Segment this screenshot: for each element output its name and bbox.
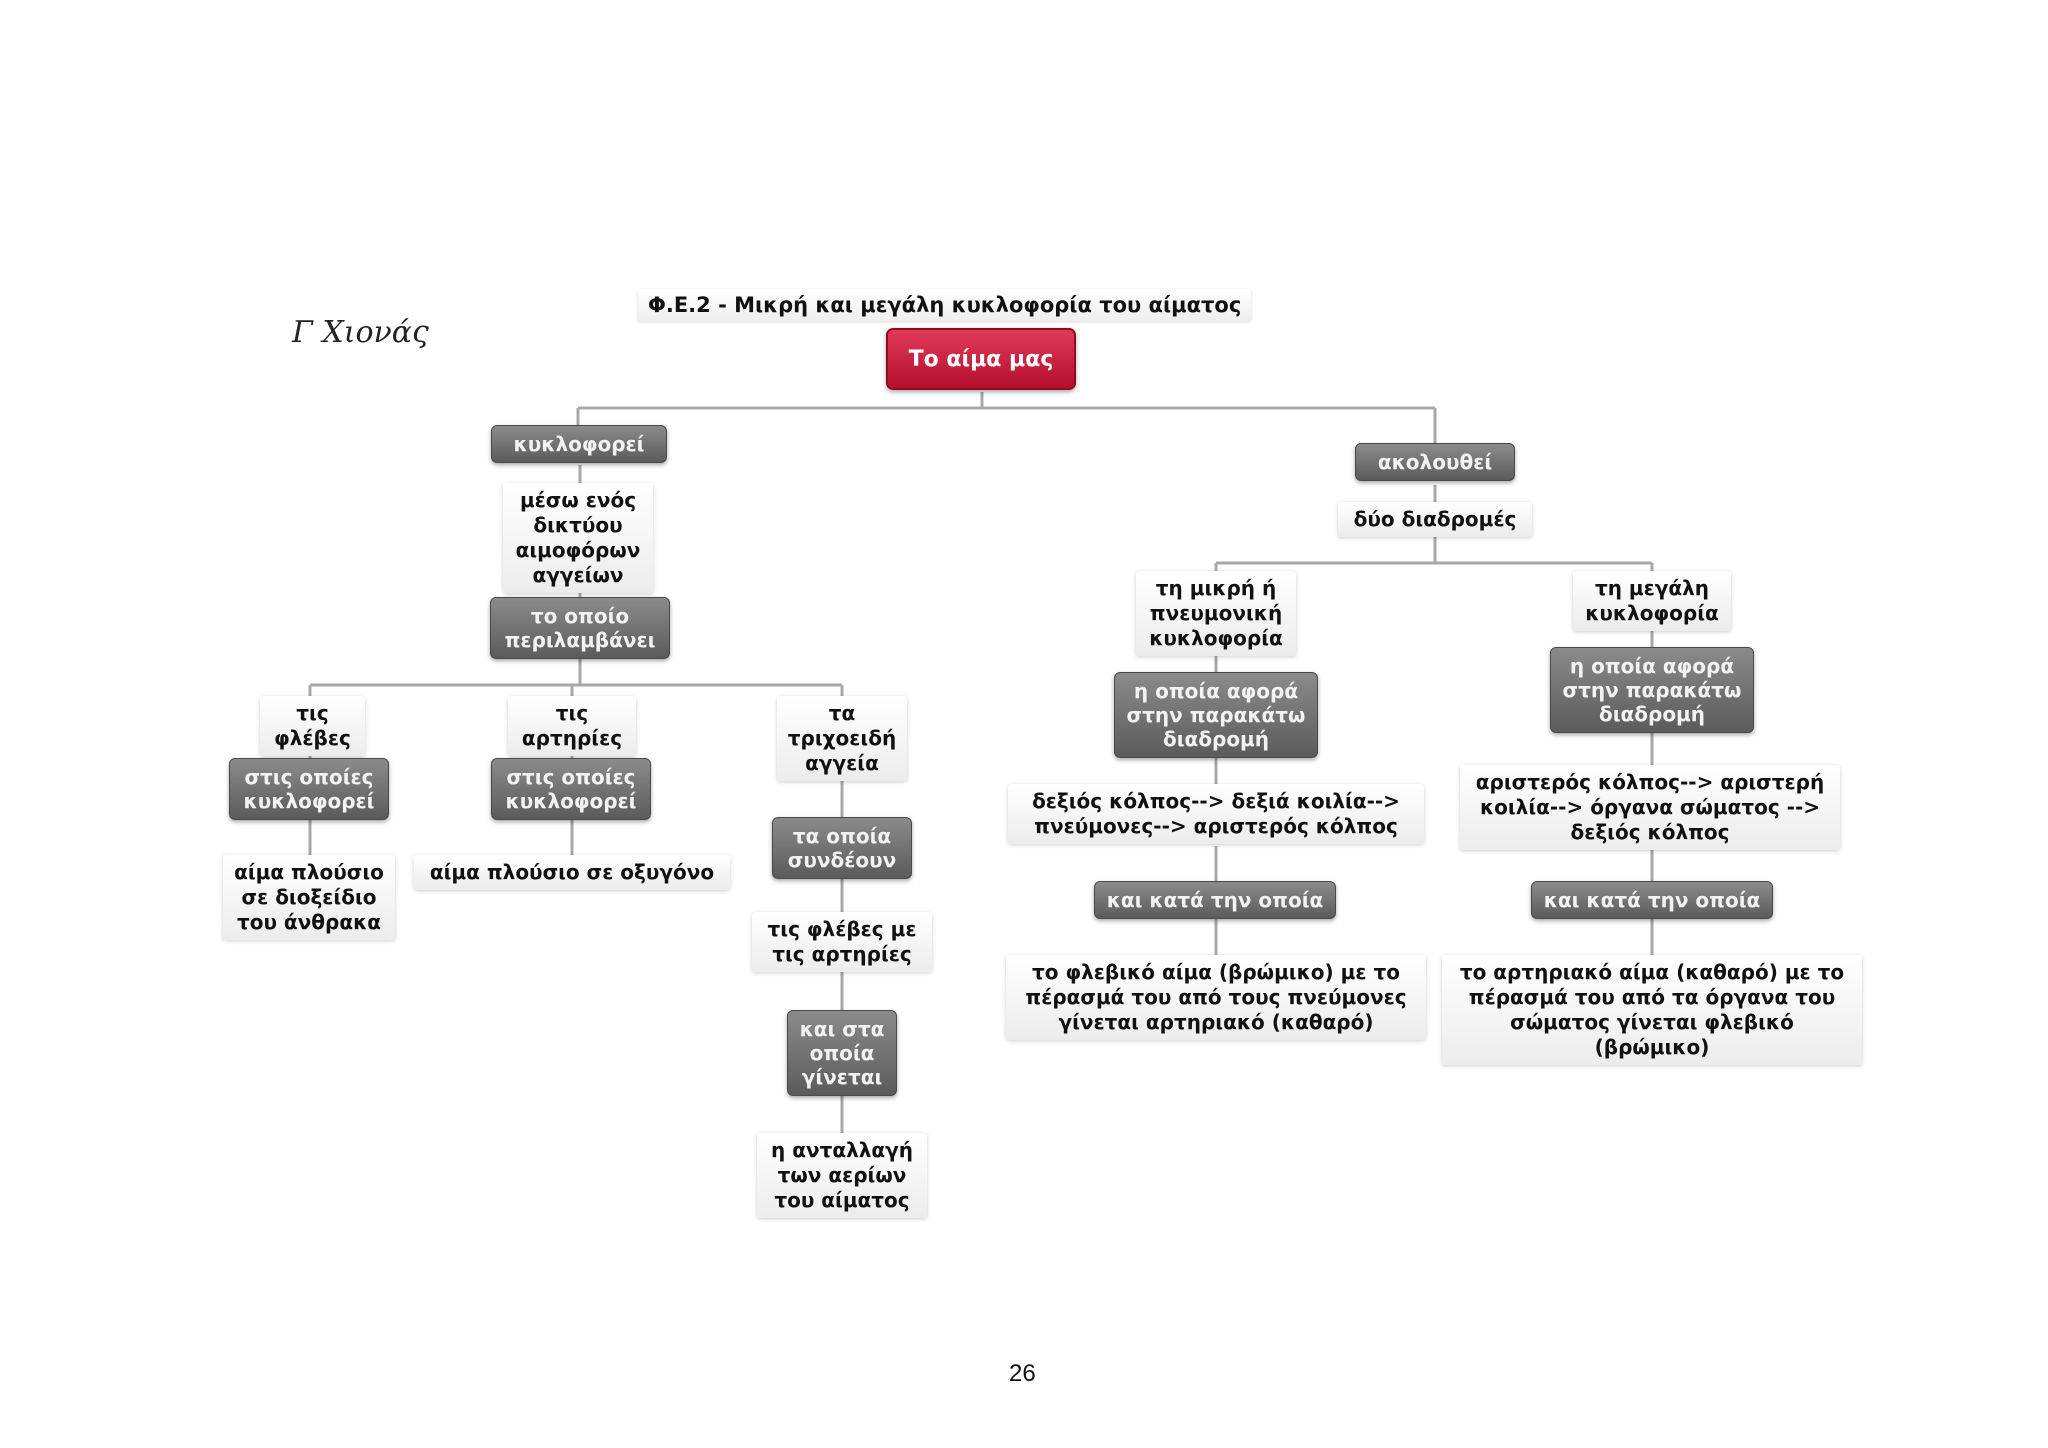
node-mikri-result: το φλεβικό αίμα (βρώμικο) με το πέρασμά του από τους πνεύμονες γίνεται αρτηριακό (καθαρό) <box>1006 955 1426 1040</box>
diagram-title: Φ.Ε.2 - Μικρή και μεγάλη κυκλοφορία του αίματος <box>638 289 1251 321</box>
node-megali-path: αριστερός κόλπος--> αριστερή κοιλία--> όργανα σώματος --> δεξιός κόλπος <box>1460 765 1840 850</box>
node-fleves: τις φλέβες <box>260 696 365 756</box>
node-to-opoio-periamvanei: το οποίο περιλαμβάνει <box>490 597 670 659</box>
node-mesw-diktyou: μέσω ενός δικτύου αιμοφόρων αγγείων <box>503 483 653 593</box>
page-number: 26 <box>1009 1360 1036 1387</box>
node-megali-link: η οποία αφορά στην παρακάτω διαδρομή <box>1550 647 1754 733</box>
node-akolouthei: ακολουθεί <box>1355 443 1515 481</box>
node-megali-kata: και κατά την οποία <box>1531 881 1773 919</box>
node-dyo-diadromes: δύο διαδρομές <box>1338 502 1532 537</box>
node-fleves-result: αίμα πλούσιο σε διοξείδιο του άνθρακα <box>223 855 395 940</box>
signature-handwriting: Γ Χιονάς <box>292 315 429 350</box>
node-kai-sta-opoia: και στα οποία γίνεται <box>787 1010 897 1096</box>
node-mikri-path: δεξιός κόλπος--> δεξιά κοιλία--> πνεύμονες--> αριστερός κόλπος <box>1008 784 1424 844</box>
node-mikri-kykloforia: τη μικρή ή πνευμονική κυκλοφορία <box>1136 571 1296 656</box>
node-fleves-me-artiries: τις φλέβες με τις αρτηρίες <box>752 912 932 972</box>
node-artiries-link: στις οποίες κυκλοφορεί <box>491 758 651 820</box>
node-ta-opoia-syndeoun: τα οποία συνδέουν <box>772 817 912 879</box>
node-megali-result: το αρτηριακό αίμα (καθαρό) με το πέρασμά του από τα όργανα του σώματος γίνεται φλεβικό (βρώμικο) <box>1442 955 1862 1065</box>
node-artiries: τις αρτηρίες <box>508 696 636 756</box>
node-mikri-kata: και κατά την οποία <box>1094 881 1336 919</box>
node-trixoeidi: τα τριχοειδή αγγεία <box>777 696 907 781</box>
root-node-blood: Το αίμα μας <box>886 328 1076 390</box>
node-mikri-link: η οποία αφορά στην παρακάτω διαδρομή <box>1114 672 1318 758</box>
node-artiries-result: αίμα πλούσιο σε οξυγόνο <box>414 855 730 890</box>
node-antallagi-aerion: η ανταλλαγή των αερίων του αίματος <box>757 1133 927 1218</box>
node-fleves-link: στις οποίες κυκλοφορεί <box>229 758 389 820</box>
node-megali-kykloforia: τη μεγάλη κυκλοφορία <box>1573 571 1731 631</box>
node-kykloforei: κυκλοφορεί <box>491 425 667 463</box>
